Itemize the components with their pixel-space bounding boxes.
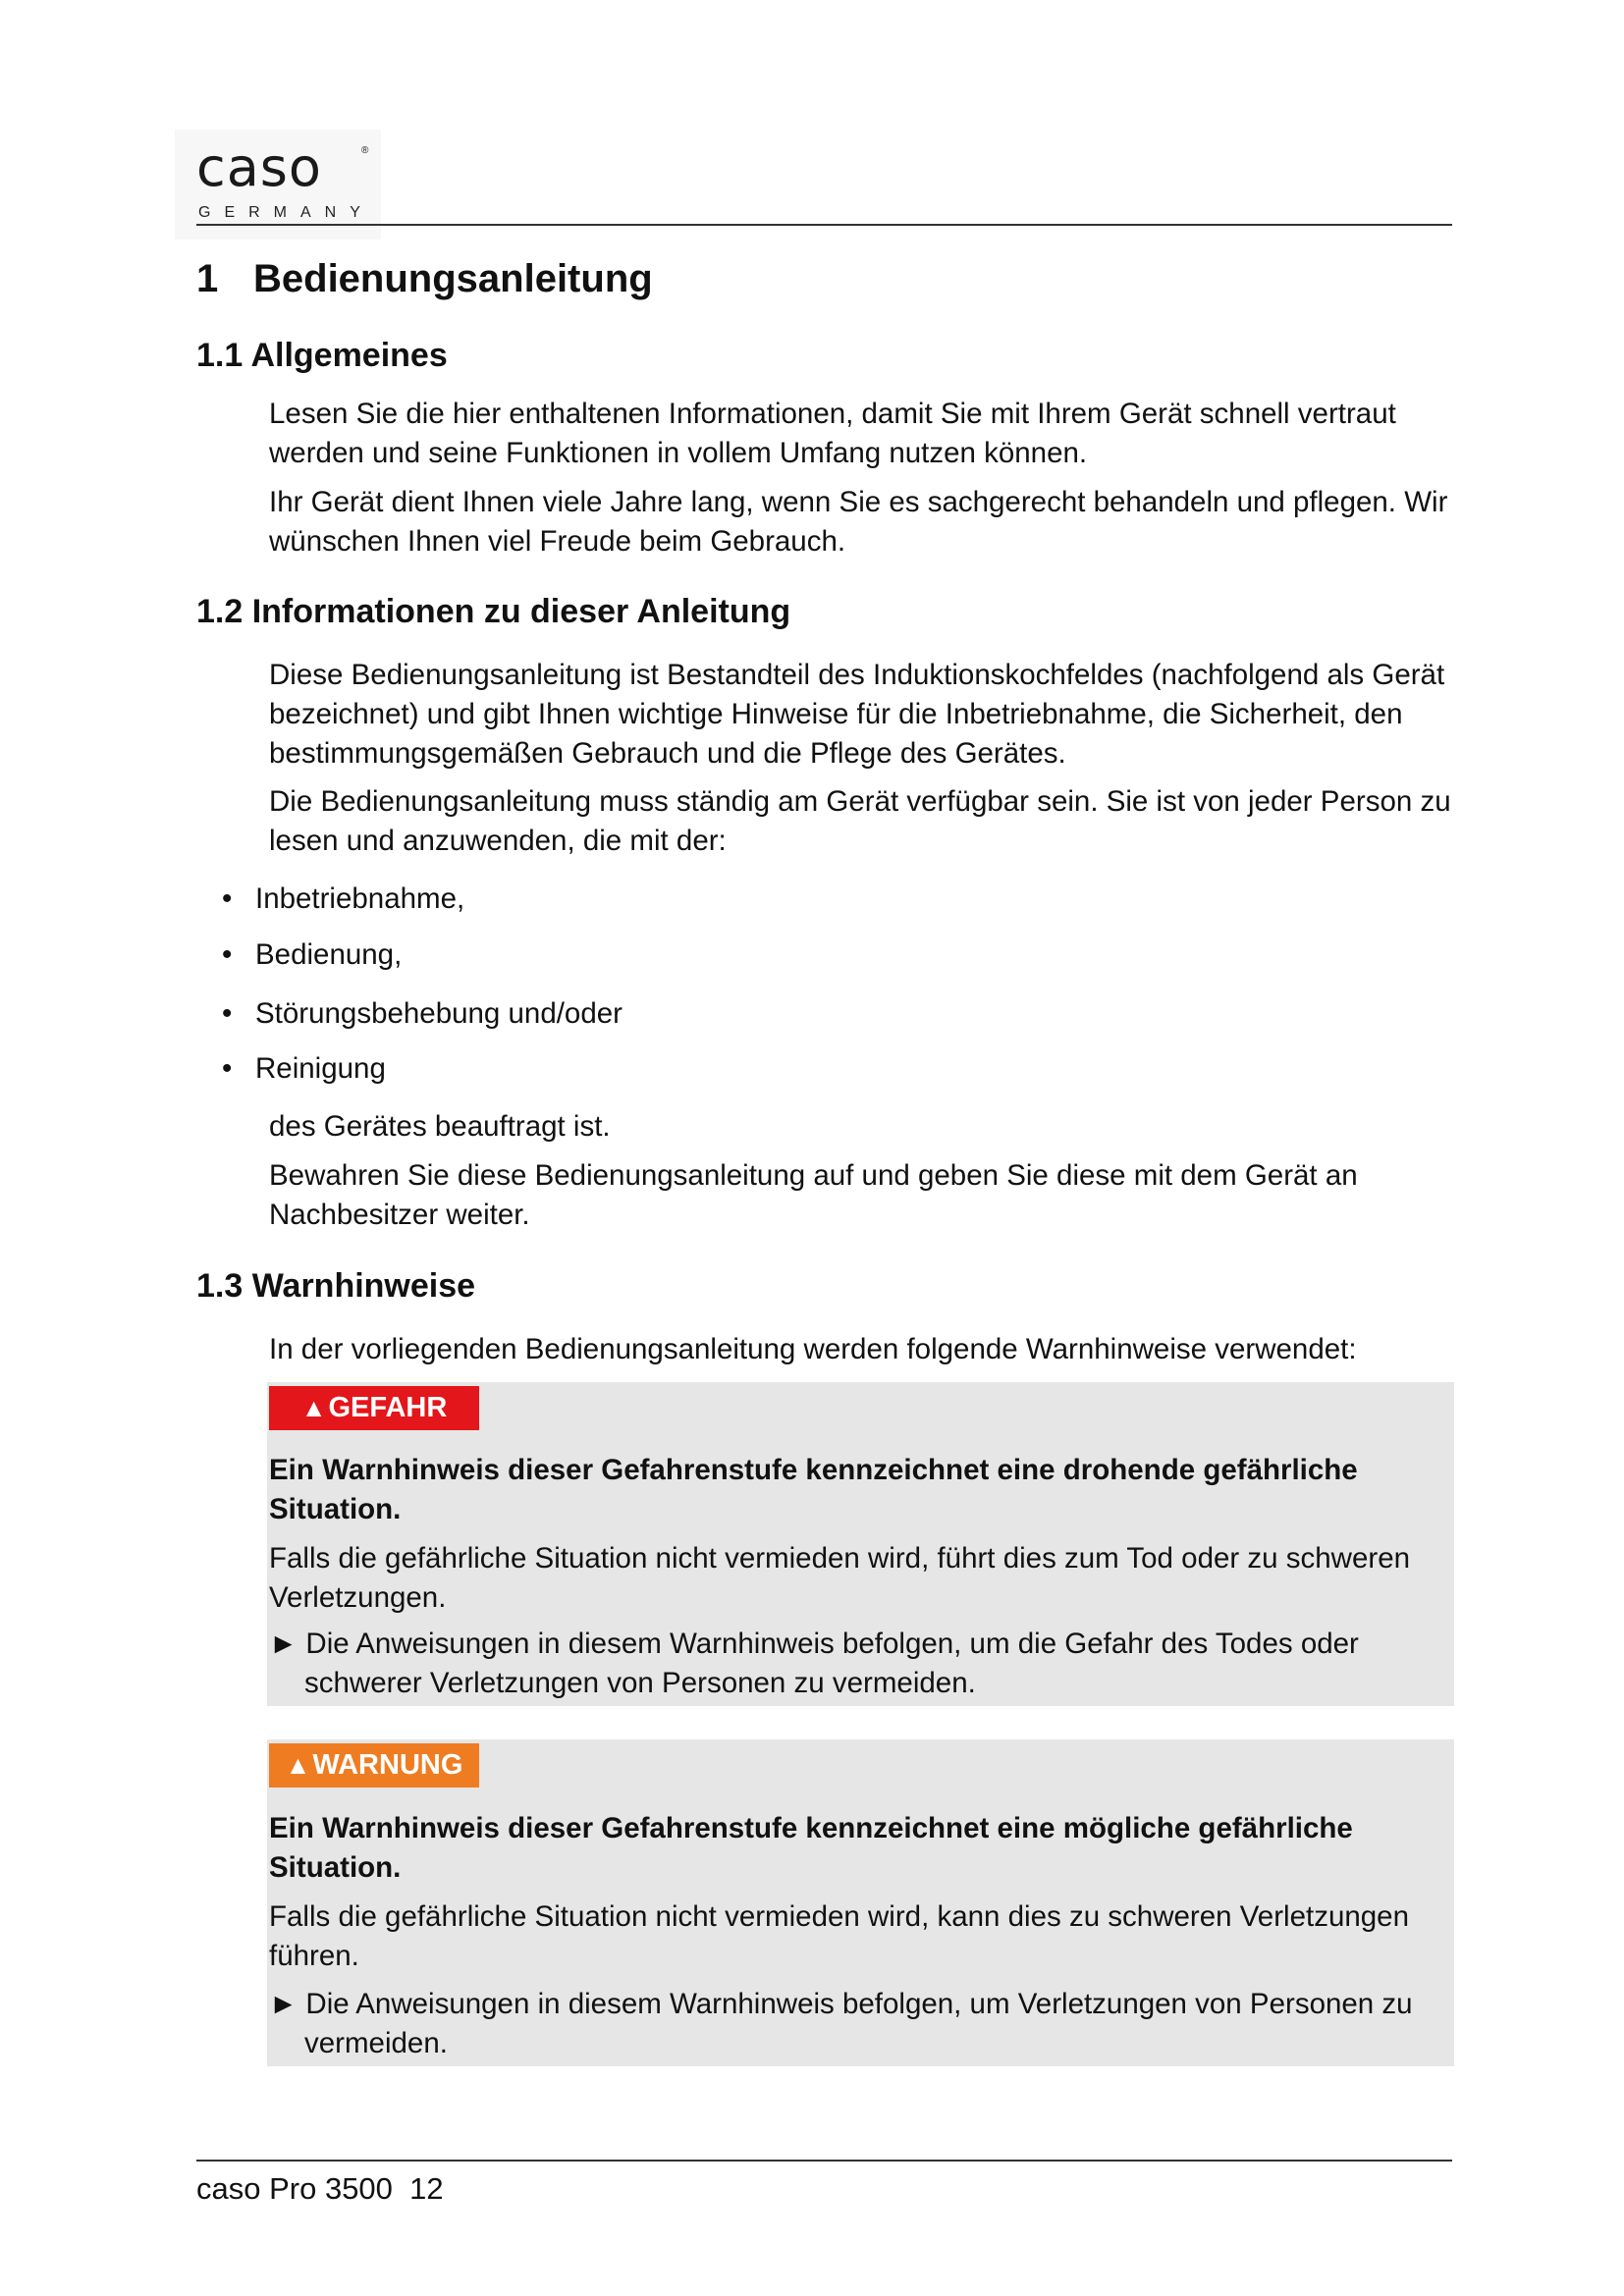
list-item: • Reinigung — [222, 1052, 386, 1085]
logo-wordmark: caso — [196, 136, 322, 198]
paragraph: Bewahren Sie diese Bedienungsanleitung auf und geben Sie diese mit dem Gerät an Nachbesitzer weiter. — [269, 1159, 1358, 1231]
list-item: • Inbetriebnahme, — [222, 882, 465, 915]
warning-heading: Ein Warnhinweis dieser Gefahrenstufe kennzeichnet eine mögliche gefährliche Situation. — [269, 1812, 1353, 1884]
chapter-title — [196, 255, 653, 302]
chapter-title-text: Bedienungsanleitung — [253, 257, 653, 300]
paragraph: Lesen Sie die hier enthaltenen Informationen, damit Sie mit Ihrem Gerät schnell vertraut werden und seine Funktionen in vollem Umfang nutzen können. — [269, 398, 1396, 469]
warning-action — [269, 1985, 1452, 2063]
logo-registered-mark: ® — [361, 145, 369, 156]
footer-divider — [196, 2160, 1452, 2162]
section-heading-allgemeines: 1.1 Allgemeines — [196, 337, 448, 374]
warning-badge — [269, 1743, 479, 1788]
list-item-text: Inbetriebnahme, — [255, 882, 465, 915]
danger-badge — [269, 1386, 479, 1430]
warning-label: WARNUNG — [312, 1749, 463, 1781]
paragraph: Die Bedienungsanleitung muss ständig am Gerät verfügbar sein. Sie ist von jeder Person zu lesen und anzuwenden, die mit der: — [269, 785, 1451, 857]
list-item-text: Bedienung, — [255, 938, 403, 971]
list-item: • Bedienung, — [222, 938, 403, 971]
section-heading-informationen: 1.2 Informationen zu dieser Anleitung — [196, 593, 791, 630]
danger-label: GEFAHR — [328, 1392, 448, 1423]
arrow-right-icon: ► — [269, 1628, 298, 1660]
warning-action-text: Die Anweisungen in diesem Warnhinweis befolgen, um Verletzungen von Personen zu vermeiden. — [304, 1988, 1413, 2059]
danger-action-text: Die Anweisungen in diesem Warnhinweis befolgen, um die Gefahr des Todes oder schwerer Verletzungen von Personen zu vermeiden. — [304, 1628, 1359, 1699]
chapter-number: 1 — [196, 257, 219, 300]
warning-triangle-icon: ▲ — [300, 1393, 327, 1422]
header-divider — [196, 224, 1452, 226]
paragraph: Diese Bedienungsanleitung ist Bestandteil des Induktionskochfeldes (nachfolgend als Gerät bezeichnet) und gibt Ihnen wichtige Hinweise für die Inbetriebnahme, die Sicherheit, den bestimmungsgemäßen Gebrauch und die Pflege des Gerätes. — [269, 659, 1445, 770]
arrow-right-icon: ► — [269, 1988, 298, 2020]
paragraph: In der vorliegenden Bedienungsanleitung werden folgende Warnhinweise verwendet: — [269, 1333, 1357, 1365]
section-heading-warnhinweise: 1.3 Warnhinweise — [196, 1267, 476, 1305]
danger-text: Falls die gefährliche Situation nicht vermieden wird, führt dies zum Tod oder zu schweren Verletzungen. — [269, 1542, 1411, 1614]
warning-text: Falls die gefährliche Situation nicht vermieden wird, kann dies zu schweren Verletzungen führen. — [269, 1900, 1409, 1972]
page-footer: caso Pro 3500 12 — [196, 2171, 444, 2206]
list-item: • Störungsbehebung und/oder — [222, 997, 623, 1030]
list-item-text: Reinigung — [255, 1052, 386, 1085]
paragraph: des Gerätes beauftragt ist. — [269, 1110, 611, 1143]
paragraph: Ihr Gerät dient Ihnen viele Jahre lang, wenn Sie es sachgerecht behandeln und pflegen. Wir wünschen Ihnen viel Freude beim Gebrauch. — [269, 486, 1448, 558]
logo-subtitle: GERMANY — [198, 204, 374, 221]
danger-heading: Ein Warnhinweis dieser Gefahrenstufe kennzeichnet eine drohende gefährliche Situation. — [269, 1454, 1358, 1525]
list-item-text: Störungsbehebung und/oder — [255, 997, 623, 1030]
warning-triangle-icon: ▲ — [285, 1750, 311, 1780]
danger-action — [269, 1625, 1452, 1703]
